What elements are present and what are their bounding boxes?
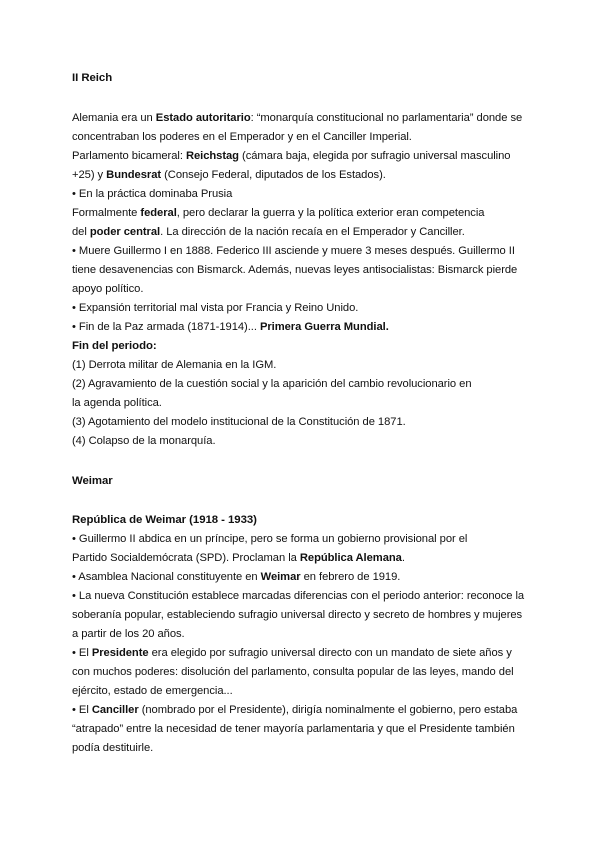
- bullet-line: • El Canciller (nombrado por el Presidente), dirigía nominalmente el gobierno, pero estaba: [72, 704, 518, 716]
- list-item: (3) Agotamiento del modelo institucional de la Constitución de 1871.: [72, 416, 406, 428]
- paragraph-line: ejército, estado de emergencia...: [72, 685, 233, 697]
- bullet-line: • En la práctica dominaba Prusia: [72, 188, 233, 200]
- bullet-line: • Fin de la Paz armada (1871-1914)... Primera Guerra Mundial.: [72, 321, 389, 333]
- bullet-line: • Expansión territorial mal vista por Francia y Reino Unido.: [72, 302, 359, 314]
- paragraph-line: del poder central. La dirección de la nación recaía en el Emperador y Canciller.: [72, 226, 465, 238]
- bullet-line: • Guillermo II abdica en un príncipe, pero se forma un gobierno provisional por el: [72, 533, 468, 545]
- paragraph-line: concentraban los poderes en el Emperador y en el Canciller Imperial.: [72, 131, 412, 143]
- paragraph-line: tiene desavenencias con Bismarck. Además, nuevas leyes antisocialistas: Bismarck pierde: [72, 264, 518, 276]
- list-item: (2) Agravamiento de la cuestión social y la aparición del cambio revolucionario en: [72, 378, 472, 390]
- bullet-line: • Muere Guillermo I en 1888. Federico III asciende y muere 3 meses después. Guillermo II: [72, 245, 515, 257]
- heading-ii-reich: II Reich: [72, 72, 113, 84]
- paragraph-line: Partido Socialdemócrata (SPD). Proclaman la República Alemana.: [72, 552, 405, 564]
- paragraph-line: “atrapado” entre la necesidad de tener mayoría parlamentaria y que el Presidente también: [72, 723, 515, 735]
- list-item: (4) Colapso de la monarquía.: [72, 435, 216, 447]
- bullet-line: • Asamblea Nacional constituyente en Weimar en febrero de 1919.: [72, 571, 401, 583]
- paragraph-line: a partir de los 20 años.: [72, 628, 185, 640]
- list-item: (1) Derrota militar de Alemania en la IGM.: [72, 359, 277, 371]
- list-item: la agenda política.: [72, 397, 162, 409]
- heading-fin-del-periodo: Fin del periodo:: [72, 340, 157, 352]
- bullet-line: • La nueva Constitución establece marcadas diferencias con el periodo anterior: reconoce la: [72, 590, 525, 602]
- heading-weimar: Weimar: [72, 475, 113, 487]
- subheading-republica-weimar: República de Weimar (1918 - 1933): [72, 514, 257, 526]
- paragraph-line: Formalmente federal, pero declarar la guerra y la política exterior eran competencia: [72, 207, 485, 219]
- paragraph-line: +25) y Bundesrat (Consejo Federal, diputados de los Estados).: [72, 169, 386, 181]
- paragraph-line: podía destituirle.: [72, 742, 154, 754]
- bullet-line: • El Presidente era elegido por sufragio universal directo con un mandato de siete años y: [72, 647, 512, 659]
- paragraph-line: apoyo político.: [72, 283, 144, 295]
- paragraph-line: Alemania era un Estado autoritario: “monarquía constitucional no parlamentaria” donde se: [72, 112, 523, 124]
- paragraph-line: con muchos poderes: disolución del parlamento, consulta popular de las leyes, mando del: [72, 666, 514, 678]
- paragraph-line: Parlamento bicameral: Reichstag (cámara baja, elegida por sufragio universal masculino: [72, 150, 511, 162]
- paragraph-line: soberanía popular, estableciendo sufragio universal directo y secreto de hombres y mujeres: [72, 609, 523, 621]
